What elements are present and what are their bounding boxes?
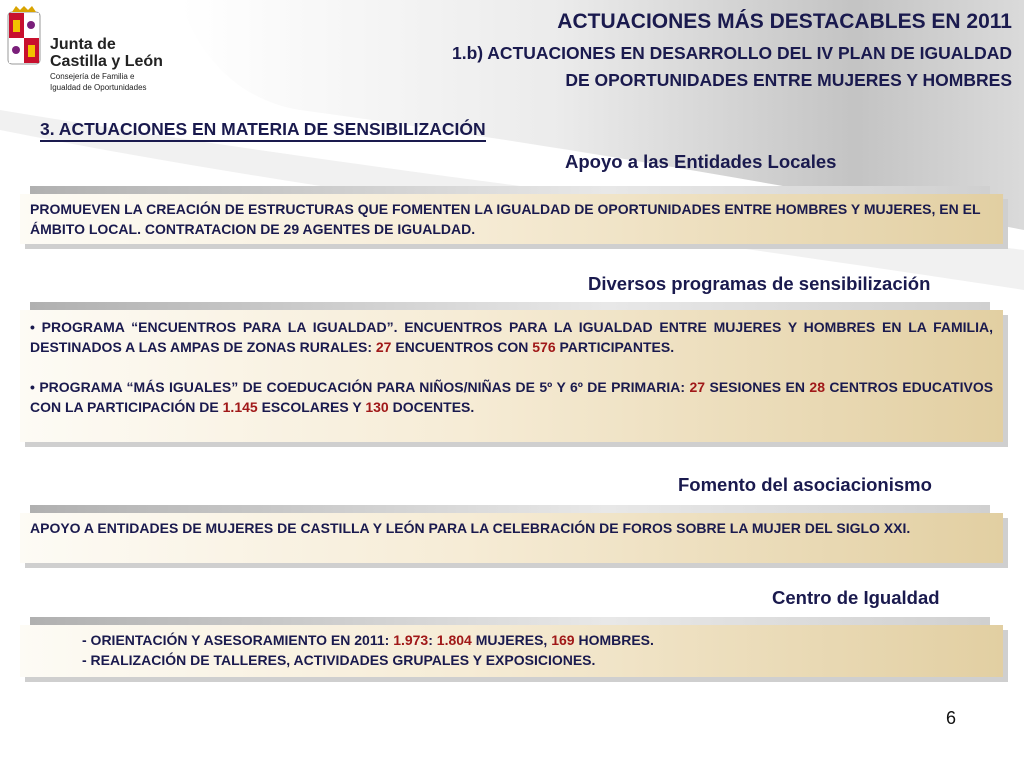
- subtitle-line1: 1.b) ACTUACIONES EN DESARROLLO DEL IV PLAN DE IGUALDAD: [451, 43, 1012, 63]
- box-shadow-bar: [30, 505, 990, 513]
- box-asociacionismo: [20, 513, 1003, 563]
- escolares-count: 1.145: [222, 399, 258, 415]
- programa-mas-iguales: [30, 377, 993, 417]
- entidades-locales-text: PROMUEVEN LA CREACIÓN DE ESTRUCTURAS QUE FOMENTEN LA IGUALDAD DE OPORTUNIDADES ENTRE HOMBRES Y MUJERES, EN EL ÁMBITO LOCAL. CONTRATACION DE 29 AGENTES DE IGUALDAD.: [30, 201, 981, 237]
- hombres-count: 169: [551, 632, 575, 648]
- orientacion-total: 1.973: [393, 632, 429, 648]
- logo-text-line1: Junta de: [50, 36, 116, 53]
- mujeres-count: 1.804: [436, 632, 472, 648]
- logo-text-line2: Castilla y León: [50, 53, 163, 70]
- box-centro-igualdad: [20, 625, 1003, 677]
- page-subtitle: [252, 40, 1012, 94]
- programa-encuentros-text: ENCUENTROS CON: [395, 339, 529, 355]
- box-shadow-bar: [30, 617, 990, 625]
- heading-programas: Diversos programas de sensibilización: [588, 273, 931, 294]
- box-entidades-locales: [20, 194, 1003, 244]
- logo-text-line4: Igualdad de Oportunidades: [50, 83, 147, 92]
- programa-mas-iguales-text: SESIONES EN: [709, 379, 805, 395]
- programa-mas-iguales-text: DOCENTES.: [392, 399, 475, 415]
- participantes-count: 576: [532, 339, 556, 355]
- programa-mas-iguales-text: PROGRAMA “MÁS IGUALES” DE COEDUCACIÓN PARA NIÑOS/NIÑAS DE 5º Y 6º DE PRIMARIA:: [39, 379, 686, 395]
- heading-centro-igualdad: Centro de Igualdad: [772, 587, 940, 608]
- encuentros-count: 27: [375, 339, 392, 355]
- centro-talleres-line: - REALIZACIÓN DE TALLERES, ACTIVIDADES GRUPALES Y EXPOSICIONES.: [82, 652, 596, 668]
- bullet: •: [30, 379, 35, 395]
- sesiones-count: 27: [689, 379, 706, 395]
- separator: :: [428, 632, 433, 648]
- programa-mas-iguales-text: ESCOLARES Y: [261, 399, 362, 415]
- centro-orientacion-text: - ORIENTACIÓN Y ASESORAMIENTO EN 2011:: [82, 632, 390, 648]
- centro-orientacion-text: MUJERES,: [475, 632, 548, 648]
- programa-encuentros-text: PARTICIPANTES.: [559, 339, 675, 355]
- programa-encuentros: [30, 317, 993, 357]
- page-number: 6: [946, 708, 957, 728]
- asociacionismo-text: APOYO A ENTIDADES DE MUJERES DE CASTILLA Y LEÓN PARA LA CELEBRACIÓN DE FOROS SOBRE LA MUJER DEL SIGLO XXI.: [30, 520, 911, 536]
- coat-of-arms-icon: [6, 6, 42, 68]
- section-title: 3. ACTUACIONES EN MATERIA DE SENSIBILIZACIÓN: [40, 118, 486, 142]
- subtitle-line2: DE OPORTUNIDADES ENTRE MUJERES Y HOMBRES: [565, 70, 1012, 90]
- docentes-count: 130: [365, 399, 389, 415]
- centro-orientacion-text: HOMBRES.: [578, 632, 654, 648]
- box-shadow-bar: [30, 302, 990, 310]
- heading-asociacionismo: Fomento del asociacionismo: [678, 474, 932, 495]
- box-programas: [20, 310, 1003, 442]
- page-title: ACTUACIONES MÁS DESTACABLES EN 2011: [557, 10, 1012, 33]
- logo: [6, 6, 176, 96]
- programa-mas-iguales-text: CENTROS EDUCATIVOS CON LA PARTICIPACIÓN DE: [30, 379, 994, 415]
- centro-orientacion-line: [82, 630, 993, 650]
- box-shadow-bar: [30, 186, 990, 194]
- bullet: •: [30, 319, 35, 335]
- programa-encuentros-text: PROGRAMA “ENCUENTROS PARA LA IGUALDAD”. ENCUENTROS PARA LA IGUALDAD ENTRE MUJERES Y HOMBRES EN LA FAMILIA, DESTINADOS A LAS AMPAS DE ZONAS RURALES:: [30, 319, 993, 355]
- centros-count: 28: [809, 379, 825, 395]
- logo-text-line3: Consejería de Familia e: [50, 72, 135, 81]
- heading-entidades-locales: Apoyo a las Entidades Locales: [565, 151, 837, 172]
